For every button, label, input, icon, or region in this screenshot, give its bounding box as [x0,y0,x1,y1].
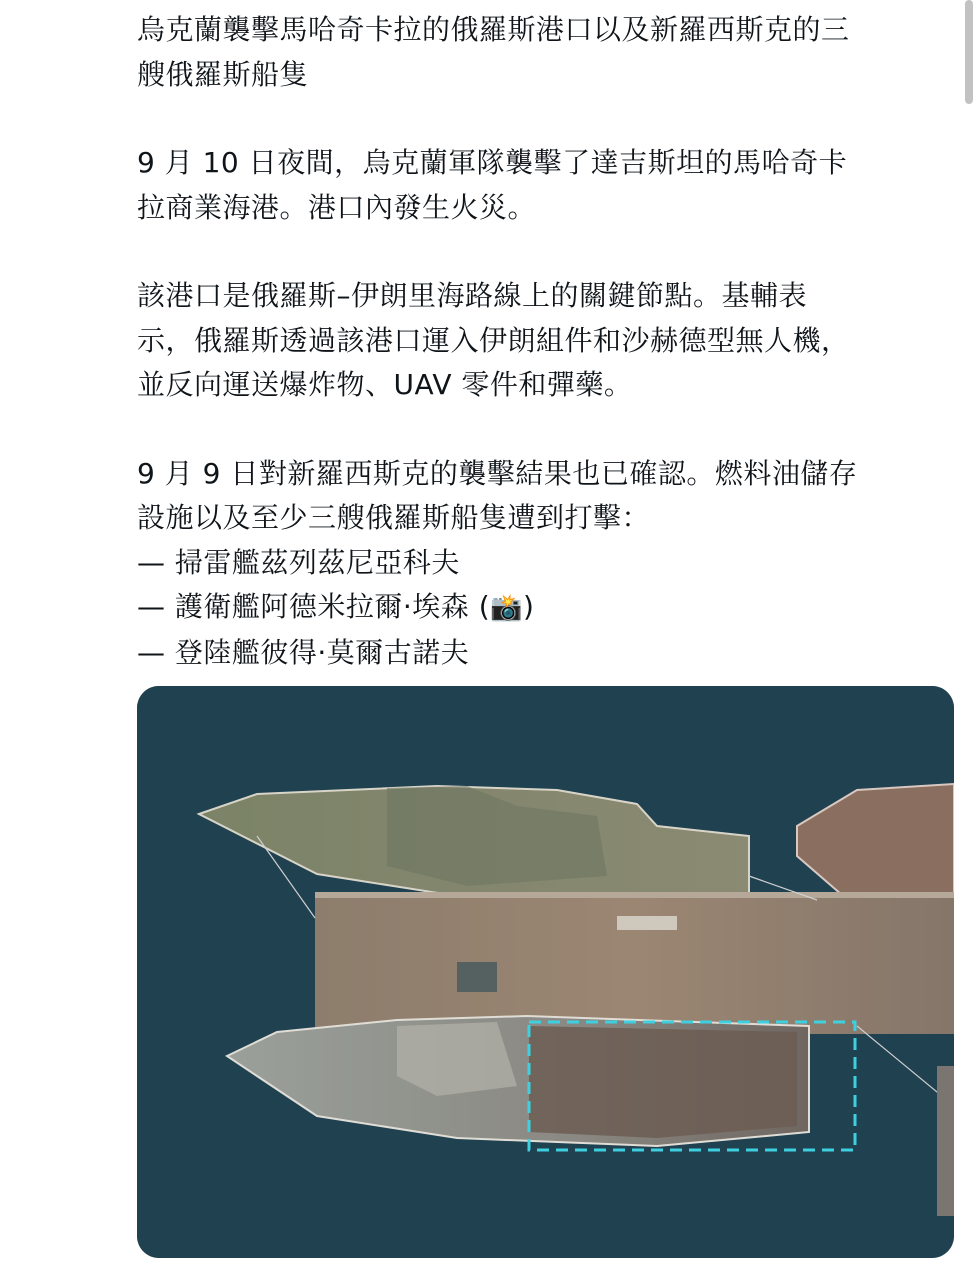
ship-item-suffix: ) [523,590,535,623]
lower-ship-superstructure [397,1022,517,1096]
ship-item [137,585,957,631]
pier-edge [315,892,954,898]
text-line: 示，俄羅斯透過該港口運入伊朗組件和沙赫德型無人機， [137,323,850,357]
lower-ship-damaged-area [529,1026,797,1138]
paragraph-port-role [137,274,957,408]
ship-item: — 登陸艦彼得·莫爾古諾夫 [137,635,470,669]
paragraph-novorossiysk [137,452,957,676]
text-line: 9 月 10 日夜間，烏克蘭軍隊襲擊了達吉斯坦的馬哈奇卡 [137,146,848,179]
ship-item-label: — 護衛艦阿德米拉爾·埃森 ( [137,590,491,623]
pier [315,892,954,1034]
scrollbar-thumb[interactable] [965,0,973,104]
satellite-image-drawing [137,686,954,1258]
paragraph-makhachkala [137,141,957,230]
text-line: 設施以及至少三艘俄羅斯船隻遭到打擊： [137,501,651,534]
post-text [137,8,957,675]
post-title [137,8,957,97]
text-line: 9 月 9 日對新羅西斯克的襲擊結果也已確認。燃料油儲存 [137,456,858,490]
ship-item: — 掃雷艦茲列茲尼亞科夫 [137,545,460,579]
text-line: 拉商業海港。港口內發生火災。 [137,190,537,224]
text-line: 艘俄羅斯船隻 [137,57,309,91]
far-right-hull [937,1066,954,1216]
pier-structure [457,962,497,992]
satellite-image[interactable] [137,686,954,1258]
text-line: 並反向運送爆炸物、UAV 零件和彈藥。 [137,368,633,401]
pier-building [617,916,677,930]
text-line: 該港口是俄羅斯–伊朗里海路線上的關鍵節點。基輔表 [137,279,808,312]
camera-flash-icon: 📸 [490,593,524,623]
text-line: 烏克蘭襲擊馬哈奇卡拉的俄羅斯港口以及新羅西斯克的三 [137,13,850,46]
